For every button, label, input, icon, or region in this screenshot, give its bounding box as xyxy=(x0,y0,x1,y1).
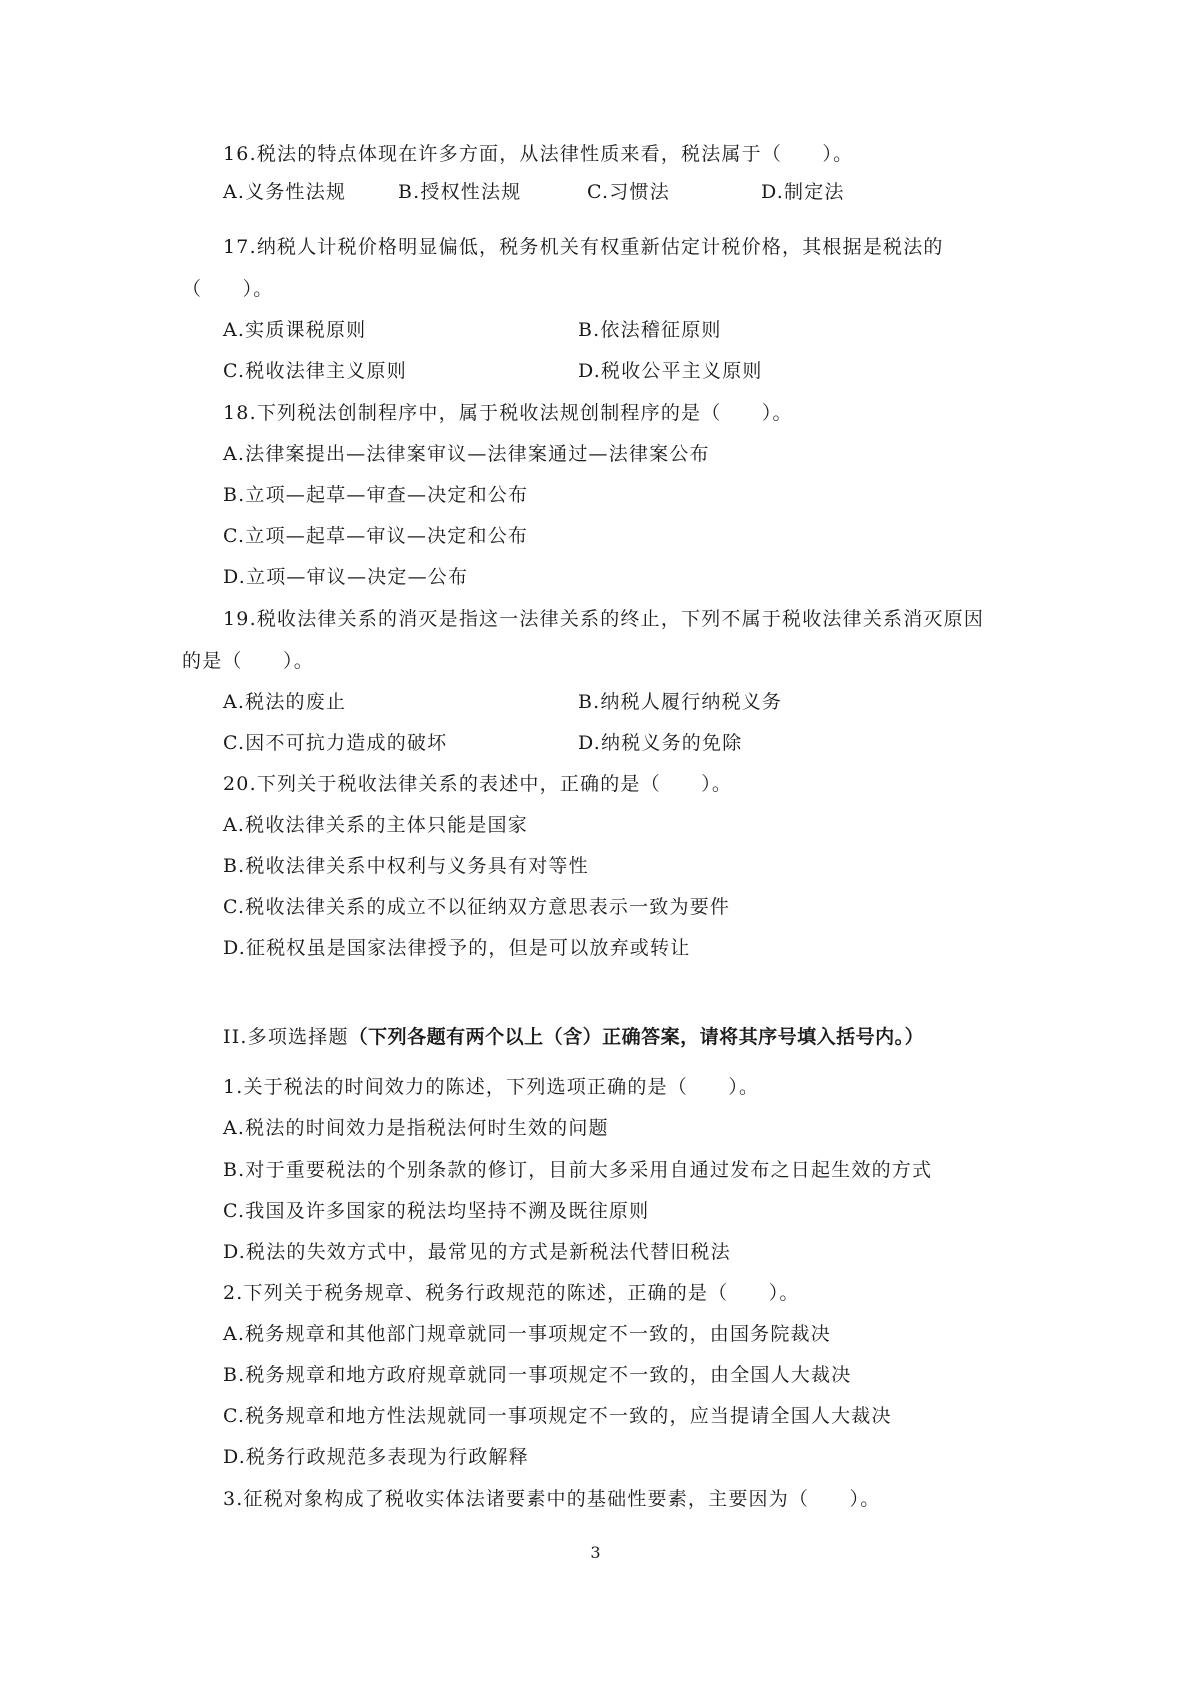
question-16-option-b: B.授权性法规 xyxy=(398,181,522,203)
question-18-option-d: D.立项—审议—决定—公布 xyxy=(223,566,469,588)
question-16-option-a: A.义务性法规 xyxy=(223,181,347,203)
question-16-option-d: D.制定法 xyxy=(761,181,845,203)
question-17-option-a: A.实质课税原则 xyxy=(223,319,367,341)
question-19-stem-continued: 的是（ ）。 xyxy=(182,650,314,672)
mc-question-2-option-a: A.税务规章和其他部门规章就同一事项规定不一致的，由国务院裁决 xyxy=(223,1323,831,1345)
question-20-option-a: A.税收法律关系的主体只能是国家 xyxy=(223,814,528,836)
mc-question-2-stem: 2.下列关于税务规章、税务行政规范的陈述，正确的是（ ）。 xyxy=(223,1282,800,1304)
question-17-option-c: C.税收法律主义原则 xyxy=(223,360,407,382)
mc-question-1-option-a: A.税法的时间效力是指税法何时生效的问题 xyxy=(223,1117,609,1139)
mc-question-1-option-b: B.对于重要税法的个别条款的修订，目前大多采用自通过发布之日起生效的方式 xyxy=(223,1159,933,1181)
question-16-stem: 16.税法的特点体现在许多方面，从法律性质来看，税法属于（ ）。 xyxy=(223,143,854,165)
question-19-option-a: A.税法的废止 xyxy=(223,691,347,713)
question-18-stem: 18.下列税法创制程序中，属于税收法规创制程序的是（ ）。 xyxy=(223,402,793,424)
question-17-option-d: D.税收公平主义原则 xyxy=(578,360,763,382)
question-17-option-b: B.依法稽征原则 xyxy=(578,319,722,341)
question-18-option-c: C.立项—起草—审议—决定和公布 xyxy=(223,525,529,547)
mc-question-1-option-c: C.我国及许多国家的税法均坚持不溯及既往原则 xyxy=(223,1200,650,1222)
question-17-stem: 17.纳税人计税价格明显偏低，税务机关有权重新估定计税价格，其根据是税法的 xyxy=(223,236,944,258)
question-20-option-d: D.征税权虽是国家法律授予的，但是可以放弃或转让 xyxy=(223,937,691,959)
section-title: II.多项选择题 xyxy=(223,1026,349,1048)
page-number: 3 xyxy=(590,1543,601,1562)
question-20-stem: 20.下列关于税收法律关系的表述中，正确的是（ ）。 xyxy=(223,773,733,795)
question-19-option-c: C.因不可抗力造成的破坏 xyxy=(223,732,448,754)
mc-question-1-stem: 1.关于税法的时间效力的陈述，下列选项正确的是（ ）。 xyxy=(223,1076,760,1098)
question-16-option-c: C.习惯法 xyxy=(587,181,670,203)
question-18-option-a: A.法律案提出—法律案审议—法律案通过—法律案公布 xyxy=(223,443,710,465)
question-17-stem-continued: （ ）。 xyxy=(182,278,274,300)
question-19-stem: 19.税收法律关系的消灭是指这一法律关系的终止，下列不属于税收法律关系消灭原因 xyxy=(223,608,985,630)
question-20-option-c: C.税收法律关系的成立不以征纳双方意思表示一致为要件 xyxy=(223,896,731,918)
question-19-option-b: B.纳税人履行纳税义务 xyxy=(578,691,783,713)
mc-question-2-option-b: B.税务规章和地方政府规章就同一事项规定不一致的，由全国人大裁决 xyxy=(223,1364,852,1386)
section-heading xyxy=(223,1023,924,1051)
mc-question-2-option-d: D.税务行政规范多表现为行政解释 xyxy=(223,1446,529,1468)
mc-question-3-stem: 3.征税对象构成了税收实体法诸要素中的基础性要素，主要因为（ ）。 xyxy=(223,1488,881,1510)
question-19-option-d: D.纳税义务的免除 xyxy=(578,732,743,754)
question-18-option-b: B.立项—起草—审查—决定和公布 xyxy=(223,484,529,506)
question-20-option-b: B.税收法律关系中权利与义务具有对等性 xyxy=(223,855,589,877)
section-instructions: （下列各题有两个以上（含）正确答案，请将其序号填入括号内。） xyxy=(348,1026,925,1048)
mc-question-1-option-d: D.税法的失效方式中，最常见的方式是新税法代替旧税法 xyxy=(223,1241,731,1263)
mc-question-2-option-c: C.税务规章和地方性法规就同一事项规定不一致的，应当提请全国人大裁决 xyxy=(223,1405,892,1427)
